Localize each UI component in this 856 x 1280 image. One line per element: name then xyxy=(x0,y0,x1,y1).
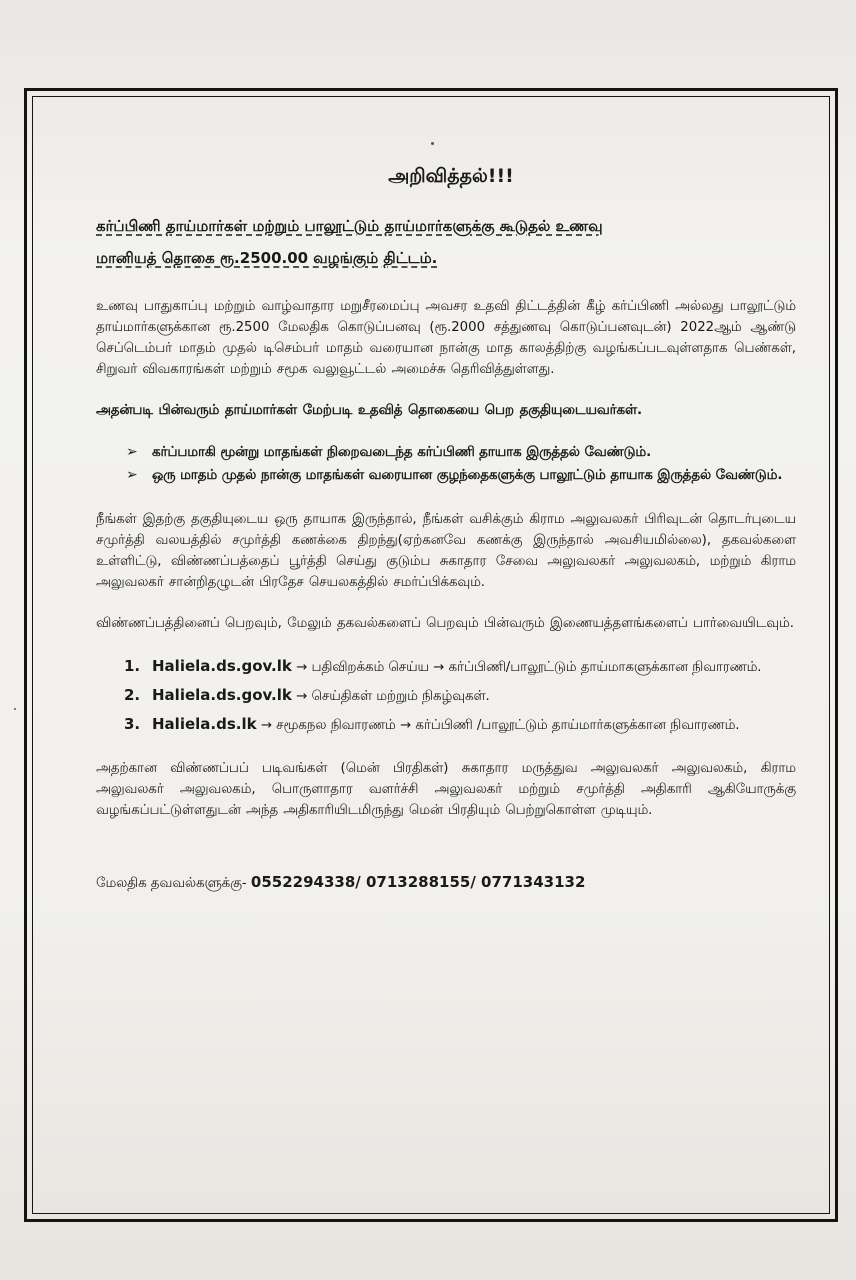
list-item xyxy=(126,464,796,487)
ink-speck xyxy=(431,142,434,145)
website-path: → செய்திகள் மற்றும் நிகழ்வுகள். xyxy=(296,689,490,704)
contact-label: மேலதிக தவவல்களுக்கு- xyxy=(96,876,247,891)
list-number: 3. xyxy=(124,715,141,733)
criterion-text: கர்ப்பமாகி மூன்று மாதங்கள் நிறைவடைந்த கர்ப்பிணி தாயாக இருத்தல் வேண்டும். xyxy=(152,445,652,460)
subtitle-line-1: கர்ப்பிணி தாய்மார்கள் மற்றும் பாலூட்டும் தாய்மார்களுக்கு கூடுதல் உணவு xyxy=(96,217,603,235)
arrow-bullet-icon: ➢ xyxy=(126,444,138,460)
application-paragraph: நீங்கள் இதற்கு தகுதியுடைய ஒரு தாயாக இருந்தால், நீங்கள் வசிக்கும் கிராம அலுவலகர் பிரிவுடன் தொடர்புடைய சமுர்த்தி வலயத்தில் சமுர்த்தி கணக்கை திறந்து(ஏற்கனவே கணக்கு இருந்தால் அவசியமில்லை), தகவல்களை உள்ளிட்டு, விண்ணப்பத்தைப் பூர்த்தி செய்து குடும்ப சுகாதார சேவை அலுவலகர் அலுவலகம், மற்றும் கிராம அலுவலகர் சான்றிதழுடன் பிரதேச செயலகத்தில் சமர்ப்பிக்கவும். xyxy=(96,512,796,590)
website-list xyxy=(124,654,796,738)
subtitle-line-2: மானியத் தொகை ரூ.2500.00 வழங்கும் திட்டம். xyxy=(96,249,438,267)
website-link[interactable]: Haliela.ds.gov.lk xyxy=(152,657,292,675)
forms-paragraph: அதற்கான விண்ணப்பப் படிவங்கள் (மென் பிரதிகள்) சுகாதார மருத்துவ அலுவலகர் அலுவலகம், கிராம அலுவலகர் அலுவலகம், பொருளாதார வளர்ச்சி அலுவலகர் மற்றும் சமுர்த்தி அதிகாரி ஆகியோருக்கு வழங்கப்பட்டுள்ளதுடன் அந்த அதிகாரியிடமிருந்து மென் பிரதியும் பெற்றுகொள்ள முடியும். xyxy=(96,761,796,818)
notice-content xyxy=(96,165,796,892)
phone-numbers: 0552294338/ 0713288155/ 0771343132 xyxy=(250,873,586,891)
list-item xyxy=(124,712,796,738)
eligibility-heading: அதன்படி பின்வரும் தாய்மார்கள் மேற்படி உதவித் தொகையை பெற தகுதியுடையவர்கள். xyxy=(96,403,643,418)
ink-speck xyxy=(14,708,16,710)
contact-line xyxy=(96,873,796,892)
list-item xyxy=(126,441,796,464)
list-number: 2. xyxy=(124,686,141,704)
website-link[interactable]: Haliela.ds.lk xyxy=(152,715,257,733)
arrow-bullet-icon: ➢ xyxy=(126,467,138,483)
website-path: → சமூகநல நிவாரணம் → கர்ப்பிணி /பாலூட்டும் தாய்மார்களுக்கான நிவாரணம். xyxy=(260,718,740,733)
eligibility-list xyxy=(126,441,796,487)
list-number: 1. xyxy=(124,657,141,675)
website-path: → பதிவிறக்கம் செய்ய → கர்ப்பிணி/பாலூட்டும் தாய்மாகளுக்கான நிவாரணம். xyxy=(296,660,762,675)
list-item xyxy=(124,654,796,680)
websites-paragraph: விண்ணப்பத்தினைப் பெறவும், மேலும் தகவல்களைப் பெறவும் பின்வரும் இணையத்தளங்களைப் பார்வையிடவும். xyxy=(96,616,794,631)
intro-paragraph: உணவு பாதுகாப்பு மற்றும் வாழ்வாதார மறுசீரமைப்பு அவசர உதவி திட்டத்தின் கீழ் கர்ப்பிணி அல்லது பாலூட்டும் தாய்மார்களுக்கான ரூ.2500 மேலதிக கொடுப்பனவு (ரூ.2000 சத்துணவு கொடுப்பனவுடன்) 2022ஆம் ஆண்டு செப்டெம்பர் மாதம் முதல் டிசெம்பர் மாதம் வரையான நான்கு மாத காலத்திற்கு வழங்கப்படவுள்ளதாக பெண்கள், சிறுவர் விவகாரங்கள் மற்றும் சமூக வலுவூட்டல் அமைச்சு தெரிவித்துள்ளது. xyxy=(96,299,796,377)
notice-title: அறிவித்தல்!!! xyxy=(388,165,514,187)
criterion-text: ஒரு மாதம் முதல் நான்கு மாதங்கள் வரையான குழந்தைகளுக்கு பாலூட்டும் தாயாக இருத்தல் வேண்டும். xyxy=(152,468,783,483)
list-item xyxy=(124,683,796,709)
website-link[interactable]: Haliela.ds.gov.lk xyxy=(152,686,292,704)
notice-subtitle xyxy=(96,210,796,274)
